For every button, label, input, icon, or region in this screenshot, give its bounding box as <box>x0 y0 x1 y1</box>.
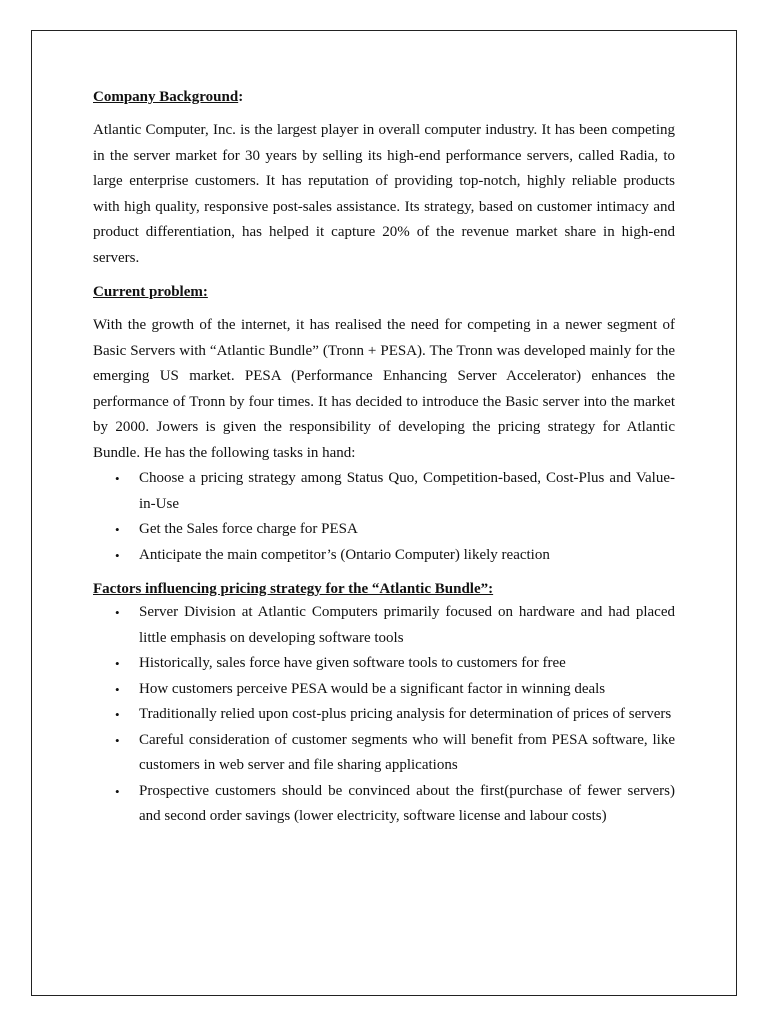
heading-colon: : <box>238 89 244 105</box>
bullet-marker: • <box>115 656 120 671</box>
list-item <box>93 517 675 543</box>
list-item <box>93 600 675 651</box>
bullet-marker: • <box>115 605 120 620</box>
heading-text: Company Background <box>93 89 239 105</box>
list-item <box>93 677 675 703</box>
heading-company-background <box>93 86 675 108</box>
bullet-marker: • <box>115 547 120 563</box>
list-item-text: Historically, sales force have given software tools to customers for free <box>139 655 566 671</box>
bullet-marker: • <box>115 783 120 799</box>
list-item-text: Prospective customers should be convinced about the first(purchase of fewer servers) and second order savings (lower electricity, software license and labour costs) <box>139 782 675 824</box>
list-item-text: Server Division at Atlantic Computers primarily focused on hardware and had placed little emphasis on developing software tools <box>139 604 675 646</box>
bullet-marker: • <box>115 707 120 722</box>
list-item-text: How customers perceive PESA would be a significant factor in winning deals <box>139 680 606 697</box>
bullet-marker: • <box>115 522 120 537</box>
bullet-marker: • <box>115 732 120 748</box>
bullet-marker: • <box>115 681 120 697</box>
list-item-text: Choose a pricing strategy among Status Quo, Competition-based, Cost-Plus and Value-in-Use <box>139 470 675 512</box>
list-item-text: Anticipate the main competitor’s (Ontario Computer) likely reaction <box>139 546 550 563</box>
list-item <box>93 702 675 728</box>
list-item-text: Traditionally relied upon cost-plus pricing analysis for determination of prices of servers <box>139 706 672 722</box>
section-pricing-factors <box>93 578 675 830</box>
paragraph-current-problem: With the growth of the internet, it has realised the need for competing in a newer segment of Basic Servers with “Atlantic Bundle” (Tronn + PESA). The Tronn was developed mainly for the emerging US market. PESA (Performance Enhancing Server Accelerator) enhances the performance of Tronn by four times. It has decided to introduce the Basic server into the market by 2000. Jowers is given the responsibility of developing the pricing strategy for Atlantic Bundle. He has the following tasks in hand: <box>93 317 675 461</box>
list-item <box>93 779 675 830</box>
paragraph-company-background: Atlantic Computer, Inc. is the largest player in overall computer industry. It has been competing in the server market for 30 years by selling its high-end performance servers, called Radia, to large enterprise customers. It has reputation of providing top-notch, highly reliable products with high quality, responsive post-sales assistance. Its strategy, based on customer intimacy and product differentiation, has helped it capture 20% of the revenue market share in high-end servers. <box>93 122 675 266</box>
list-item <box>93 728 675 779</box>
list-item-text: Careful consideration of customer segments who will benefit from PESA software, like customers in web server and file sharing applications <box>139 731 675 773</box>
section-company-background <box>93 86 675 271</box>
document-body <box>93 86 675 830</box>
heading-pricing-factors: Factors influencing pricing strategy for the “Atlantic Bundle”: <box>93 581 494 597</box>
list-item <box>93 651 675 677</box>
section-current-problem <box>93 281 675 568</box>
bullet-marker: • <box>115 471 120 486</box>
factors-list <box>93 600 675 830</box>
heading-current-problem: Current problem: <box>93 284 208 300</box>
task-list <box>93 466 675 568</box>
list-item <box>93 466 675 517</box>
list-item-text: Get the Sales force charge for PESA <box>139 521 358 537</box>
list-item <box>93 543 675 569</box>
